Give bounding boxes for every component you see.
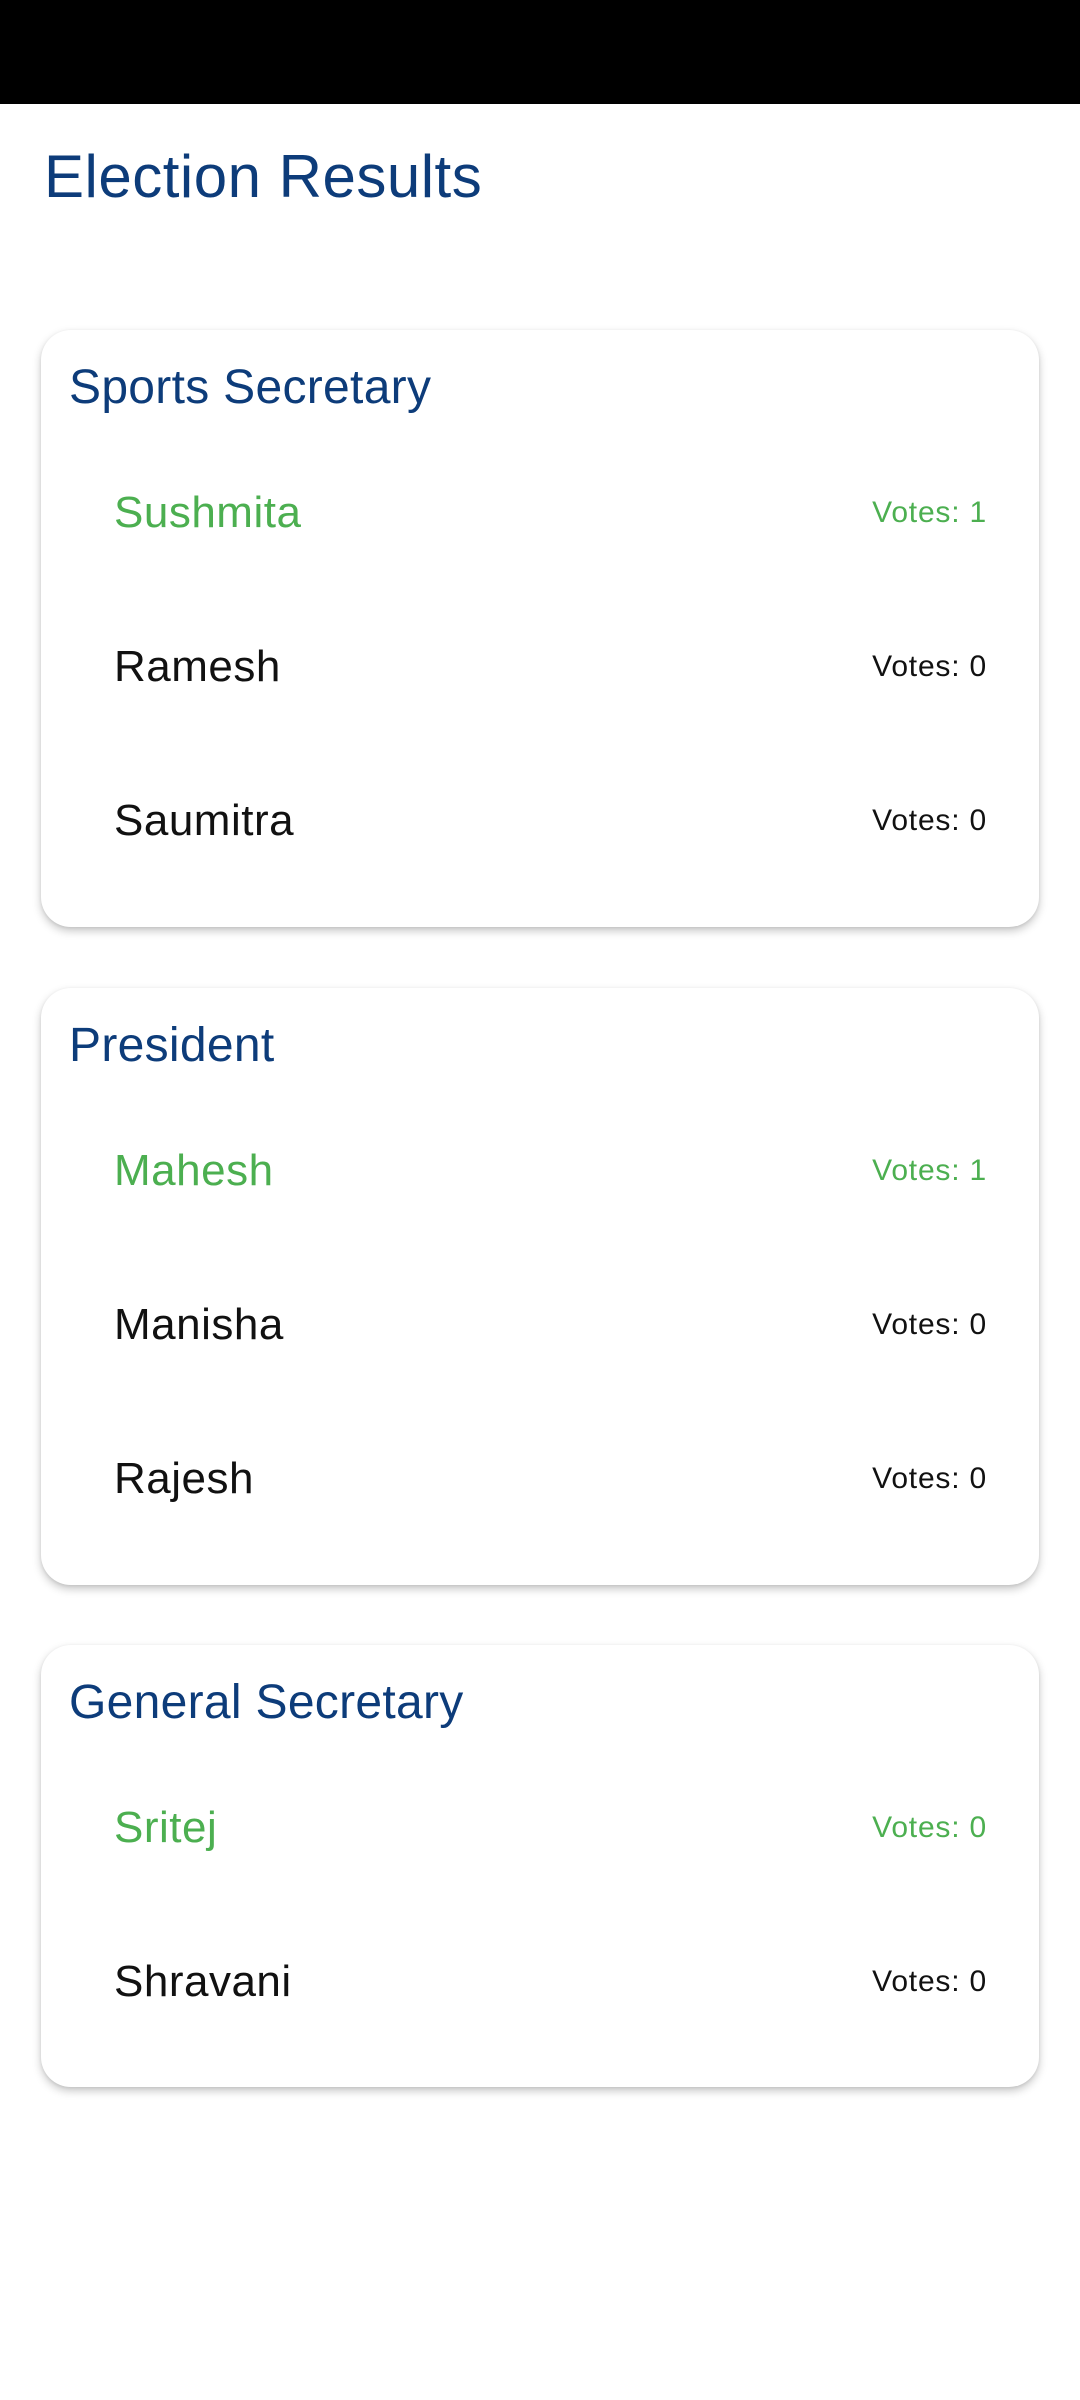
vote-count: Votes: 1 xyxy=(872,1154,987,1187)
vote-count: Votes: 0 xyxy=(872,1462,987,1495)
candidate-name: Shravani xyxy=(114,1957,292,2006)
position-title: General Secretary xyxy=(69,1676,464,1729)
candidate-row[interactable] xyxy=(114,473,987,553)
candidate-name: Ramesh xyxy=(114,642,281,691)
position-card-sports-secretary xyxy=(41,330,1039,927)
candidate-name: Rajesh xyxy=(114,1454,254,1503)
candidate-row[interactable] xyxy=(114,627,987,707)
vote-count: Votes: 1 xyxy=(872,496,987,529)
position-card-general-secretary xyxy=(41,1645,1039,2087)
candidate-row[interactable] xyxy=(114,1131,987,1211)
candidate-row[interactable] xyxy=(114,1788,987,1868)
candidate-row[interactable] xyxy=(114,1285,987,1365)
candidate-row[interactable] xyxy=(114,1439,987,1519)
vote-count: Votes: 0 xyxy=(872,1965,987,1998)
vote-count: Votes: 0 xyxy=(872,650,987,683)
vote-count: Votes: 0 xyxy=(872,804,987,837)
position-title: President xyxy=(69,1019,275,1072)
position-title: Sports Secretary xyxy=(69,361,432,414)
position-card-president xyxy=(41,988,1039,1585)
candidate-name: Sritej xyxy=(114,1803,218,1852)
status-bar xyxy=(0,0,1080,104)
candidate-name: Saumitra xyxy=(114,796,295,845)
candidate-name: Mahesh xyxy=(114,1146,274,1195)
page-title: Election Results xyxy=(44,143,483,210)
vote-count: Votes: 0 xyxy=(872,1811,987,1844)
candidate-name: Sushmita xyxy=(114,488,302,537)
candidate-name: Manisha xyxy=(114,1300,284,1349)
vote-count: Votes: 0 xyxy=(872,1308,987,1341)
candidate-row[interactable] xyxy=(114,781,987,861)
candidate-row[interactable] xyxy=(114,1942,987,2022)
